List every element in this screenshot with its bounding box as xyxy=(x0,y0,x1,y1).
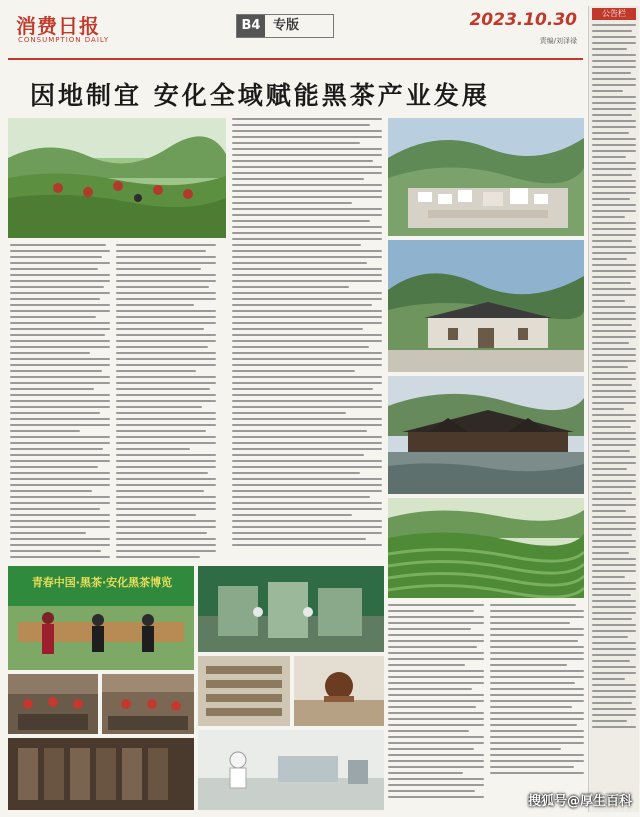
tea-processing-photo xyxy=(198,566,384,652)
article-column-3 xyxy=(232,118,382,562)
tea-expo-event-photo xyxy=(8,566,194,670)
tea-brick-pressing-photo xyxy=(8,738,194,810)
notice-sidebar-title: 公告栏 xyxy=(592,8,636,20)
tea-factory-photo xyxy=(388,240,584,372)
terrace-tea-field-photo xyxy=(388,498,584,598)
notice-sidebar-text xyxy=(592,24,636,804)
tea-workers-photo-1 xyxy=(8,674,98,734)
tea-lab-photo xyxy=(198,730,384,810)
town-aerial-photo xyxy=(388,118,584,236)
article-column-4 xyxy=(388,604,484,808)
expo-banner-text: 青春中国·黑茶·安化黑茶博览 xyxy=(31,576,173,589)
ancient-bridge-photo xyxy=(388,376,584,494)
article-column-5 xyxy=(490,604,584,784)
newspaper-logo-english: CONSUMPTION DAILY xyxy=(18,36,110,44)
notice-sidebar xyxy=(588,6,639,812)
tea-brewing-photo xyxy=(294,656,384,726)
source-watermark: 搜狐号@厚生百科 xyxy=(527,794,632,809)
tea-garden-photo xyxy=(8,118,226,238)
article-column-1 xyxy=(10,244,110,562)
section-number: B4 xyxy=(237,15,265,37)
section-label xyxy=(236,14,334,38)
tea-workers-photo-2 xyxy=(102,674,194,734)
section-name: 专版 xyxy=(273,18,300,33)
tea-warehouse-photo xyxy=(198,656,290,726)
article-column-2 xyxy=(116,244,216,562)
masthead xyxy=(8,6,583,60)
editor-credit: 责编/刘泽禄 xyxy=(539,37,577,45)
newspaper-logo: 消费日报 xyxy=(16,14,100,38)
issue-date: 2023.10.30 xyxy=(469,10,577,30)
page-headline: 因地制宜 安化全域赋能黑茶产业发展 xyxy=(30,81,490,110)
